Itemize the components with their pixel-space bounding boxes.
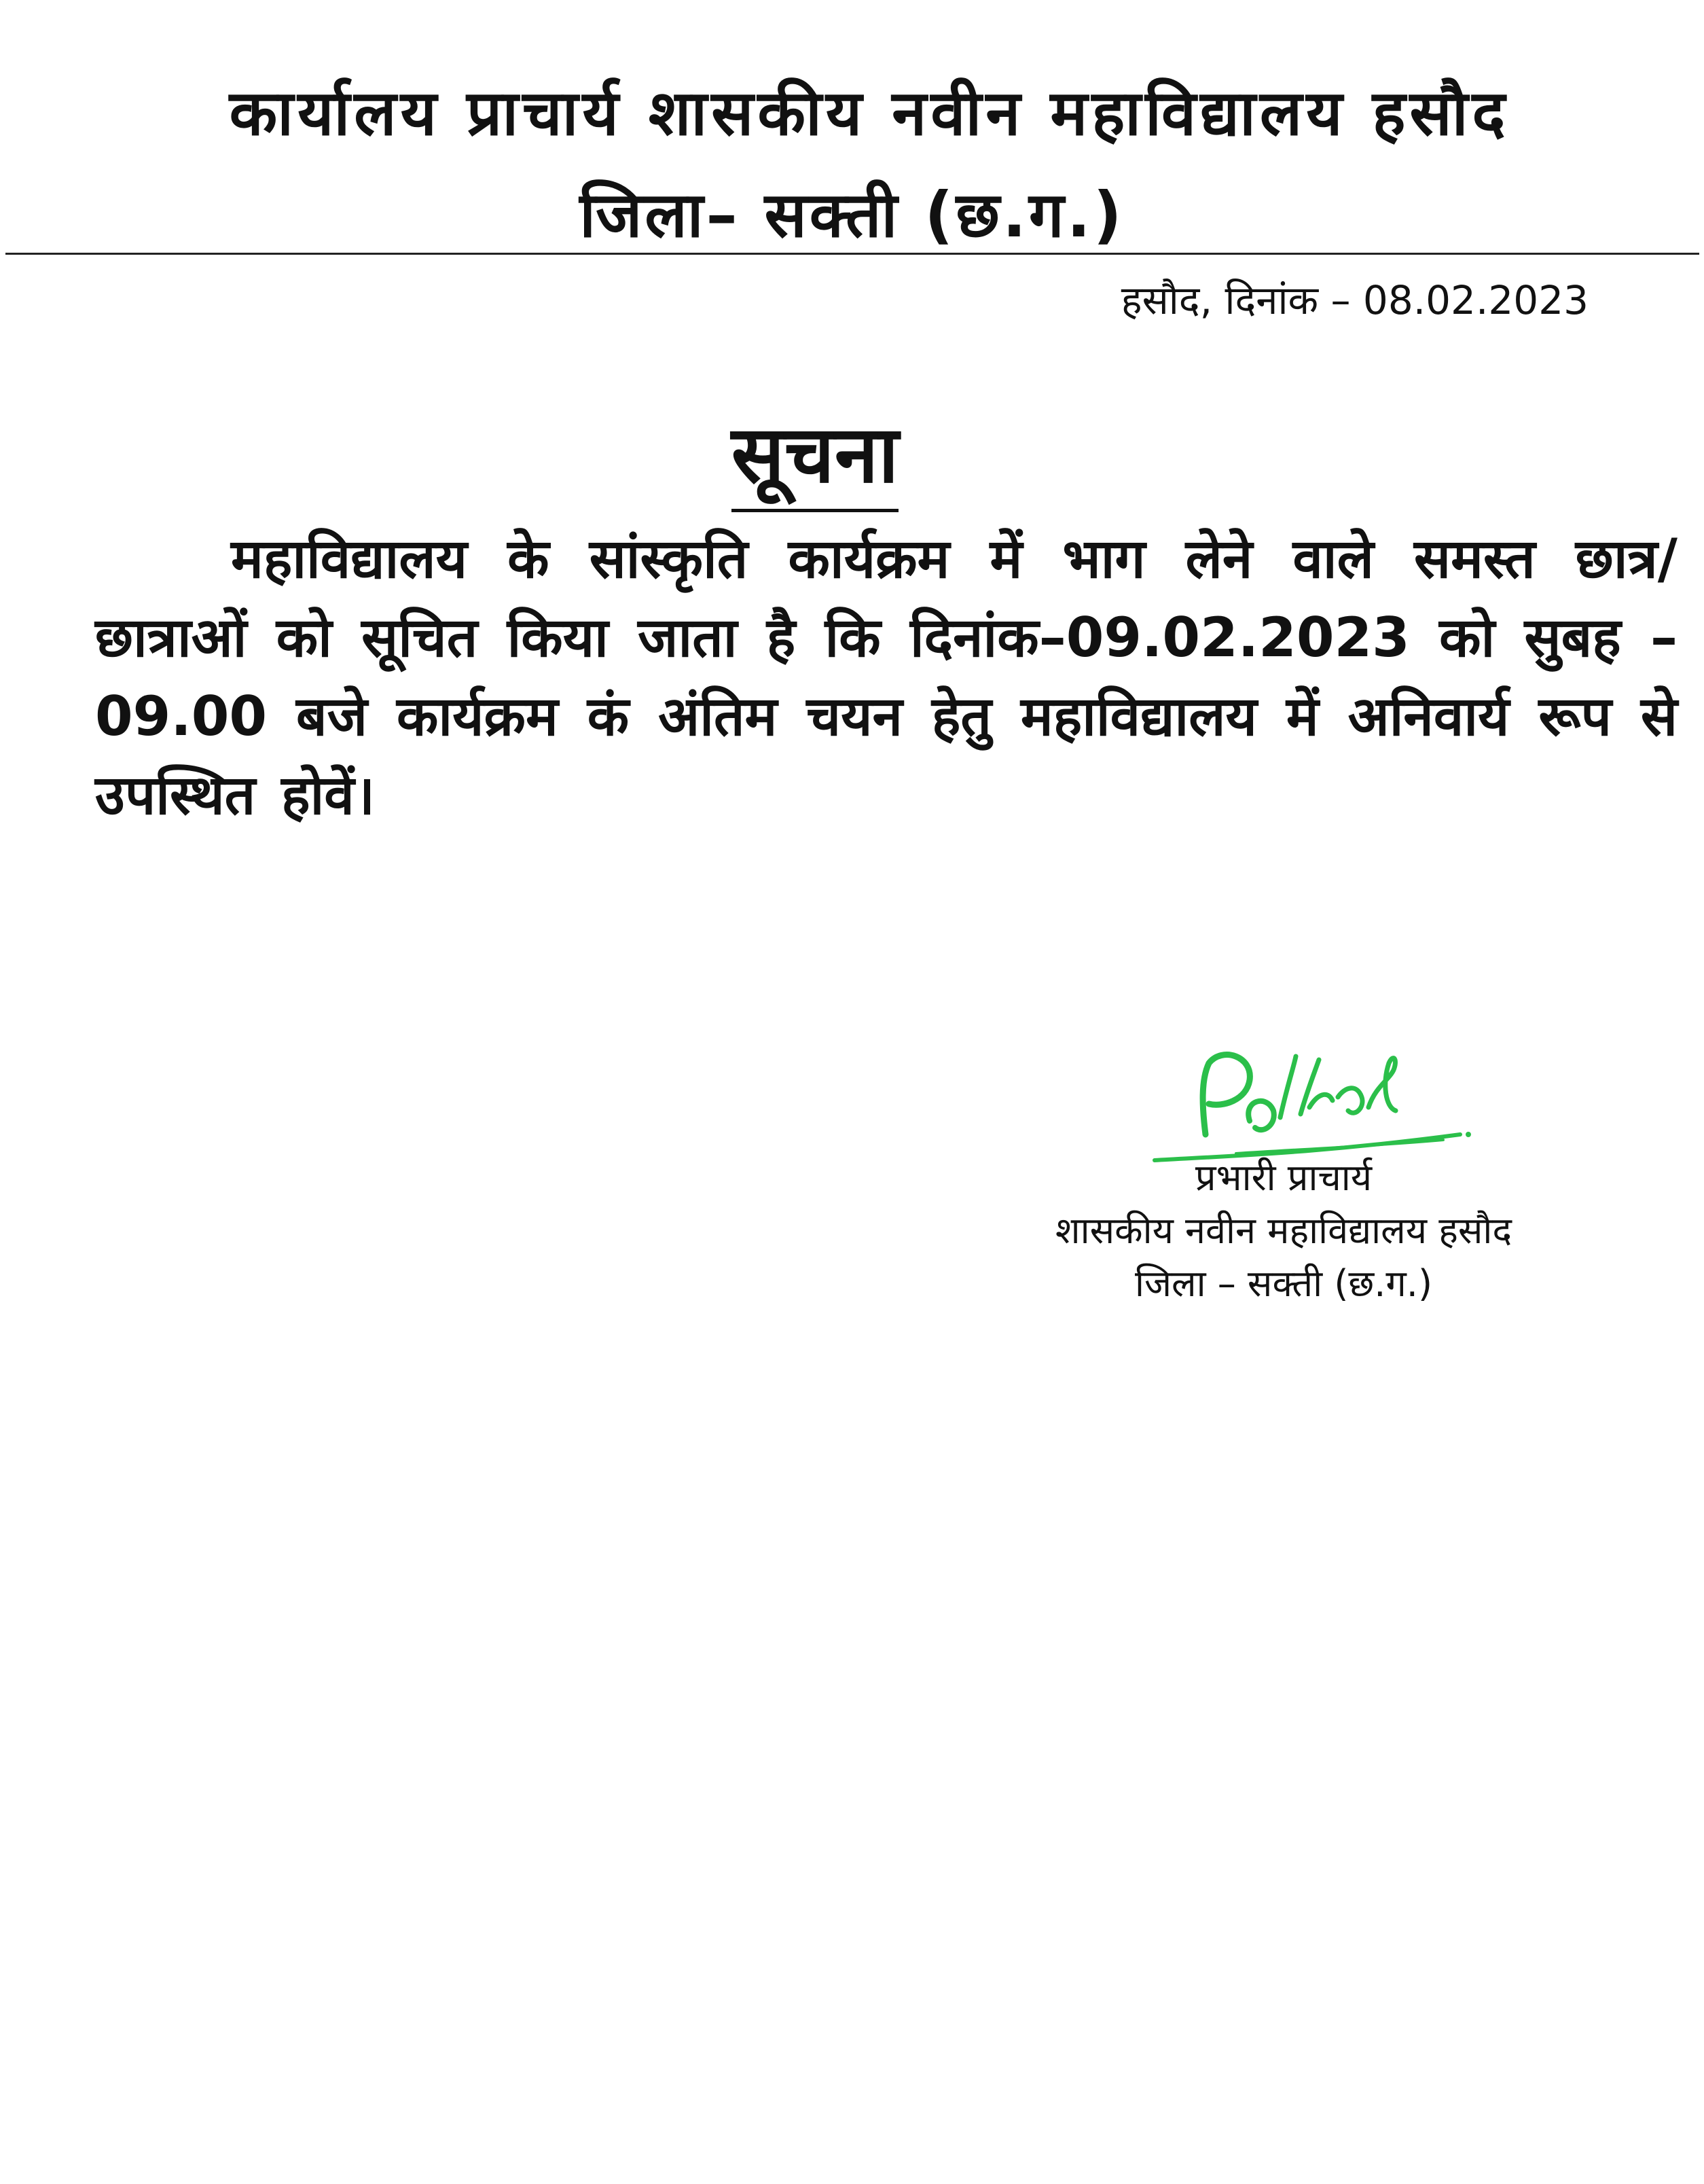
signatory-institution: शासकीय नवीन महाविद्यालय हसौद [1055,1209,1512,1252]
notice-body: महाविद्यालय के सांस्कृति कार्यक्रम में भाग लेने वाले समस्त छात्र/छात्राओं को सूचित किया जाता है कि दिनांक–09.02.2023 को सुबह – 09.00 बजे कार्यक्रम कं अंतिम चयन हेतु महाविद्यालय में अनिवार्य रूप से उपस्थित होवें। [95,527,1678,827]
signatory-block [978,1151,1589,1310]
header-divider [5,253,1699,255]
issue-date: हसौद, दिनांक – 08.02.2023 [1121,277,1589,323]
office-title: कार्यालय प्राचार्य शासकीय नवीन महाविद्यालय हसौद [229,77,1510,149]
notice-heading: सूचना [731,397,899,512]
notice-heading-wrapper [0,397,1630,512]
office-district: जिला– सक्ती (छ.ग.) [579,179,1125,251]
signatory-district: जिला – सक्ती (छ.ग.) [1134,1262,1433,1305]
signatory-designation: प्रभारी प्राचार्य [1195,1156,1373,1199]
